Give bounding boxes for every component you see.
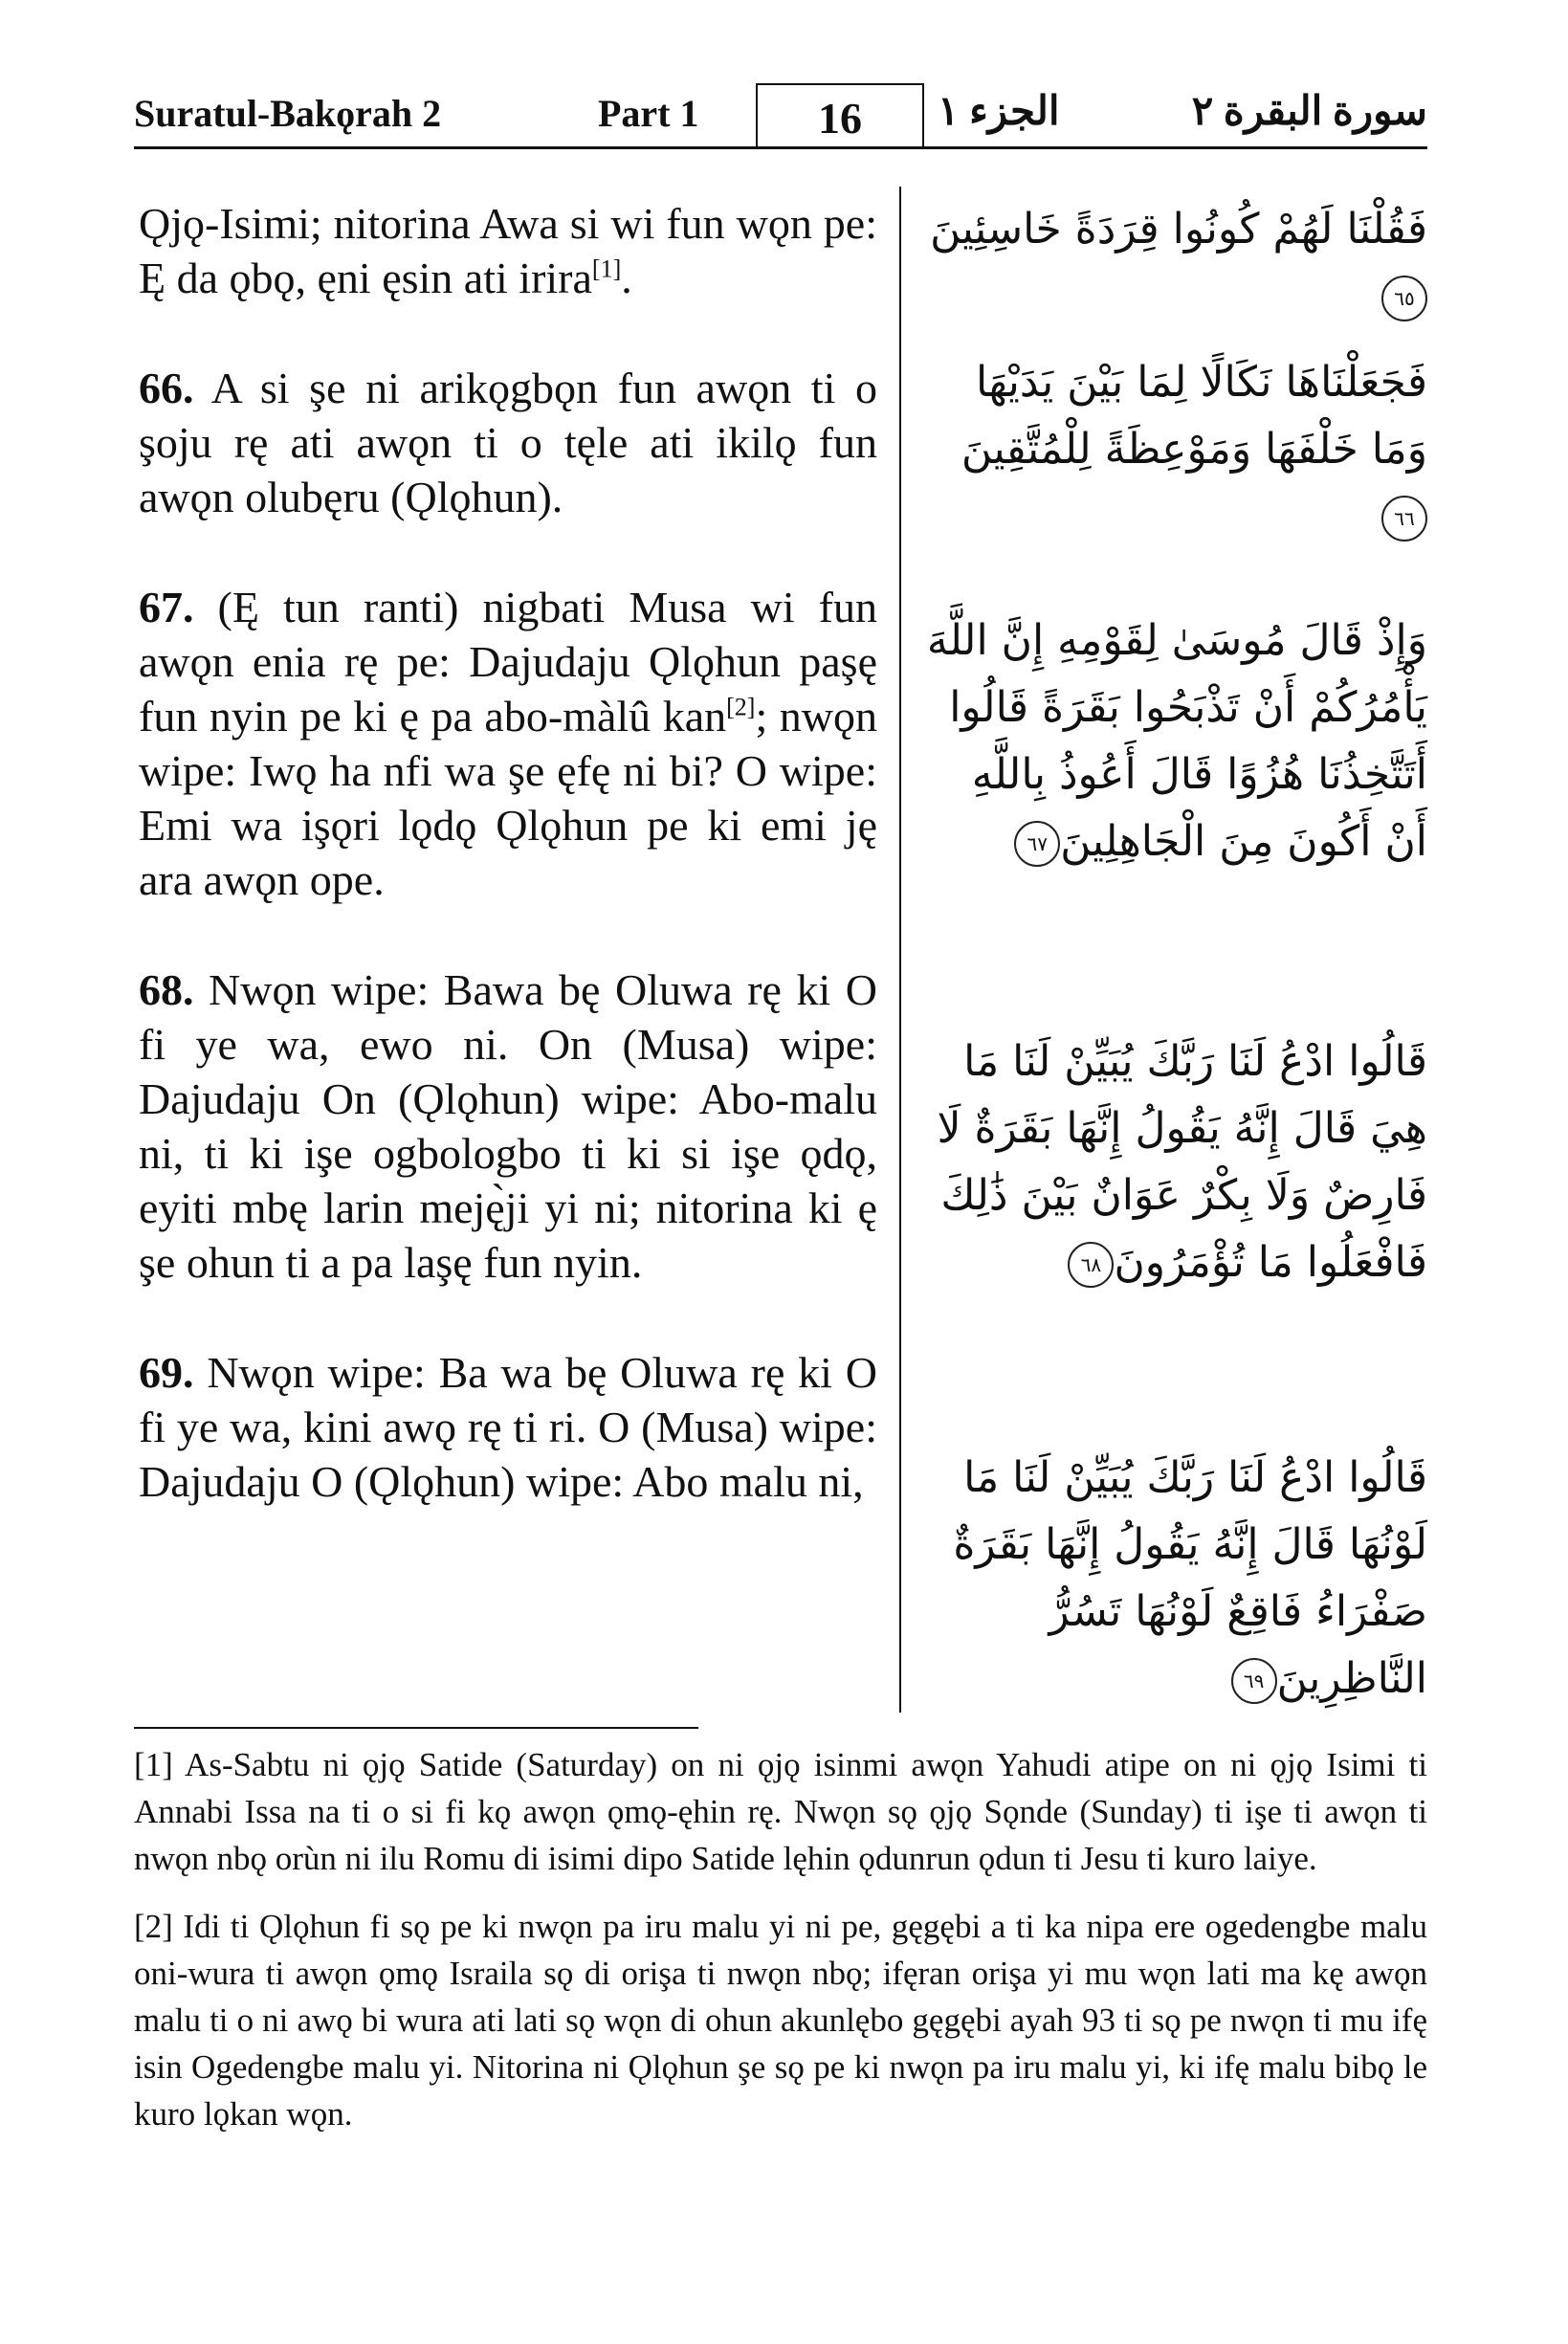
- verse-number: 66.: [139, 364, 194, 412]
- page-header: [134, 91, 1427, 148]
- column-divider: [899, 187, 901, 1713]
- footnote-ref-1: [1]: [591, 254, 622, 283]
- arabic-verse-text: فَقُلْنَا لَهُمْ كُونُوا قِرَدَةً خَاسِئِينَ: [930, 205, 1427, 254]
- verse-number: 68.: [139, 965, 194, 1014]
- verse-text: (Ę tun ranti) nigbati Musa wi fun awǫn enia rę pe: Dajudaju Ǫlǫhun paşę fun nyin pe ki ę pa abo-màlû kan: [139, 583, 877, 741]
- verse-number: 67.: [139, 583, 194, 631]
- translation-verse-67: [139, 580, 877, 907]
- part-label: Part 1: [598, 92, 699, 135]
- ayah-end-marker: ٦٧: [1014, 821, 1060, 867]
- page-number: 16: [756, 83, 924, 148]
- header-rule: [134, 146, 1427, 149]
- verse-text-continued: ; nwǫn wipe: Iwǫ ha nfi wa şe ęfę ni bi? O wipe: Emi wa işǫri lǫdǫ Ǫlǫhun pe ki emi ję ara awǫn ope.: [139, 692, 878, 904]
- arabic-verse-text: قَالُوا ادْعُ لَنَا رَبَّكَ يُبَيِّنْ لَنَا مَا هِيَ قَالَ إِنَّهُ يَقُولُ إِنَّهَا بَقَرَةٌ لَا فَارِضٌ وَلَا بِكْرٌ عَوَانٌ بَيْنَ ذَٰلِكَ فَافْعَلُوا مَا تُؤْمَرُونَ: [937, 1037, 1427, 1287]
- footnotes: [134, 1741, 1427, 2137]
- arabic-verse-66: [923, 349, 1427, 550]
- footnote-rule: [134, 1727, 698, 1729]
- translation-verse-68: [139, 962, 877, 1290]
- arabic-verse-68: [923, 1028, 1427, 1296]
- arabic-verse-67: [923, 608, 1427, 875]
- part-label-arabic: الجزء ١: [938, 90, 1060, 134]
- arabic-verse-69: [923, 1445, 1427, 1713]
- arabic-verse-text: فَجَعَلْنَاهَا نَكَالًا لِمَا بَيْنَ يَدَيْهَا وَمَا خَلْفَهَا وَمَوْعِظَةً لِلْمُتَّقِينَ: [961, 358, 1427, 474]
- ayah-end-marker: ٦٨: [1068, 1242, 1114, 1288]
- arabic-verse-text: قَالُوا ادْعُ لَنَا رَبَّكَ يُبَيِّنْ لَنَا مَا لَوْنُهَا قَالَ إِنَّهُ يَقُولُ إِنَّهَا بَقَرَةٌ صَفْرَاءُ فَاقِعٌ لَوْنُهَا تَسُرُّ النَّاظِرِينَ: [953, 1453, 1427, 1703]
- arabic-verse-65: [923, 196, 1427, 330]
- verse-number: 69.: [139, 1348, 194, 1397]
- paragraph-tail: .: [621, 254, 632, 302]
- translation-paragraph-continued: [139, 196, 877, 305]
- verse-text: A si şe ni arikǫgbǫn fun awǫn ti o şoju rę ati awǫn ti o tęle ati ikilǫ fun awǫn olubęru (Ǫlǫhun).: [139, 364, 877, 521]
- surah-title-arabic: سورة البقرة ٢: [1191, 90, 1427, 134]
- paragraph-text: Ǫjǫ-Isimi; nitorina Awa si wi fun wǫn pe: Ę da ǫbǫ, ęni ęsin ati irira: [139, 199, 877, 302]
- verse-text: Nwǫn wipe: Bawa bę Oluwa rę ki O fi ye wa, ewo ni. On (Musa) wipe: Dajudaju On (Ǫlǫhun) wipe: Abo-malu ni, ti ki işe ogbologbo ti ki si işe ǫdǫ, eyiti mbę larin meję̀ji yi ni; nitorina ki ę şe ohun ti a pa laşę fun nyin.: [139, 965, 877, 1287]
- ayah-end-marker: ٦٥: [1381, 276, 1427, 321]
- translation-verse-69: [139, 1345, 877, 1509]
- verse-text: Nwǫn wipe: Ba wa bę Oluwa rę ki O fi ye wa, kini awǫ rę ti ri. O (Musa) wipe: Dajudaju O (Ǫlǫhun) wipe: Abo malu ni,: [139, 1348, 877, 1506]
- footnote-2: [2] Idi ti Ǫlǫhun fi sǫ pe ki nwǫn pa iru malu yi ni pe, gęgębi a ti ka nipa ere ogedengbe malu oni-wura ti awǫn ǫmǫ Israila sǫ di orişa ti nwǫn nbǫ; ifęran orişa yi mu wǫn lati ma kę awǫn malu ti o ni awǫ bi wura ati lati sǫ wǫn di ohun akunlębo gęgębi ayah 93 ti sǫ pe nwǫn ti mu ifę isin Ogedengbe malu yi. Nitorina ni Ǫlǫhun şe sǫ pe ki nwǫn pa iru malu yi, ki ifę malu bibǫ le kuro lǫkan wǫn.: [134, 1908, 1427, 2133]
- translation-verse-66: [139, 361, 877, 524]
- footnote-ref-2: [2]: [726, 693, 756, 721]
- translation-column: [139, 196, 877, 1509]
- surah-title: Suratul-Bakǫrah 2: [134, 92, 442, 135]
- footnote-1: [1] As-Sabtu ni ǫjǫ Satide (Saturday) on ni ǫjǫ isinmi awǫn Yahudi atipe on ni ǫjǫ Isimi ti Annabi Issa na ti o si fi kǫ awǫn ǫmǫ-ęhin rę. Nwǫn sǫ ǫjǫ Sǫnde (Sunday) ti işe ti awǫn ti nwǫn nbǫ orùn ni ilu Romu di isimi dipo Satide lęhin ǫdunrun ǫdun ti Jesu ti kuro laiye.: [134, 1746, 1427, 1877]
- ayah-end-marker: ٦٦: [1381, 496, 1427, 542]
- ayah-end-marker: ٦٩: [1231, 1658, 1277, 1704]
- arabic-verse-text: وَإِذْ قَالَ مُوسَىٰ لِقَوْمِهِ إِنَّ اللَّهَ يَأْمُرُكُمْ أَنْ تَذْبَحُوا بَقَرَةً قَالُوا أَتَتَّخِذُنَا هُزُوًا قَالَ أَعُوذُ بِاللَّهِ أَنْ أَكُونَ مِنَ الْجَاهِلِينَ: [926, 616, 1427, 866]
